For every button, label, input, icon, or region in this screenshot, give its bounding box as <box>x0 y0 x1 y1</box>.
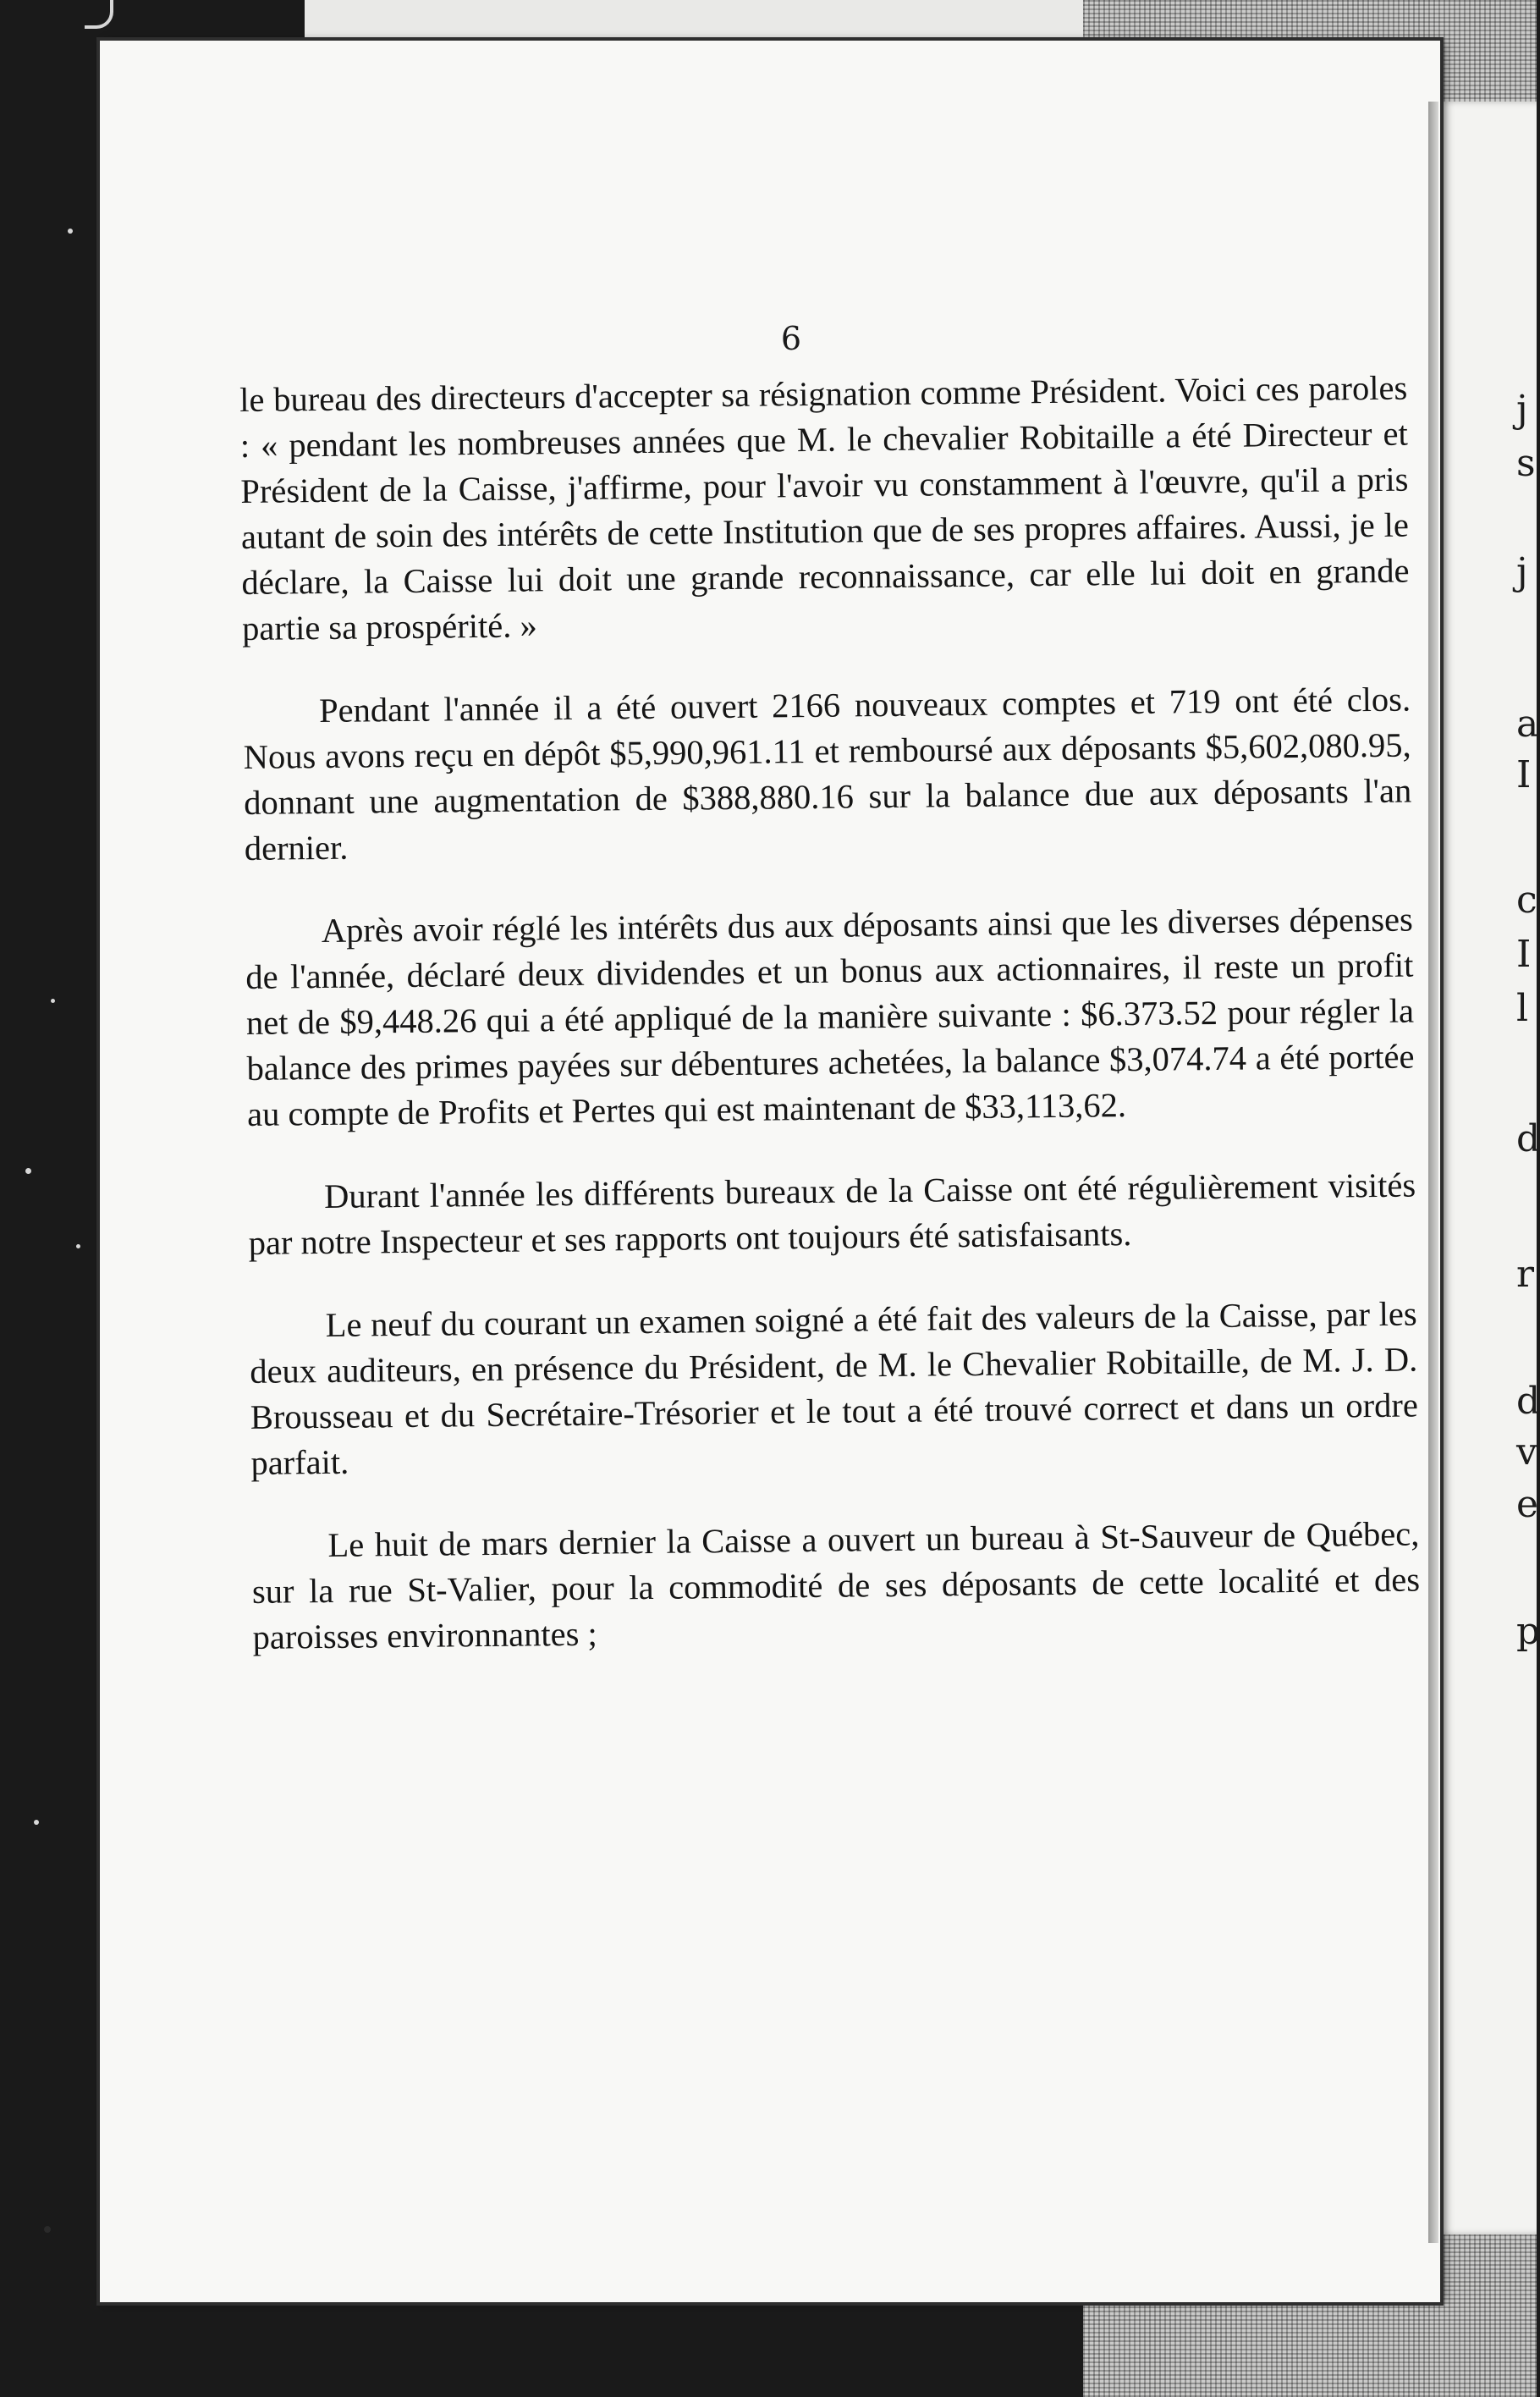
facing-fragment: I <box>1516 933 1532 976</box>
facing-fragment: a <box>1516 703 1539 746</box>
facing-fragment: j <box>1516 388 1528 431</box>
dust-speck <box>68 229 73 234</box>
facing-fragment: p <box>1516 1610 1540 1653</box>
paragraph: Pendant l'année il a été ouvert 2166 nouveaux comptes et 719 ont été clos. Nous avons reçu en dépôt $5,990,961.11 et remboursé aux déposants $5,602,080.95, donnant une augmentation de $388,880.16 sur la balance due aux déposants l'an dernier. <box>243 680 1412 868</box>
paragraph: le bureau des directeurs d'accepter sa résignation comme Président. Voici ces paroles : « pendant les nombreuses années que M. le chevalier Robitaille a été Directeur et Président de la Caisse, j'affirme, pour l'avoir vu constamment à l'œuvre, qu'il a pris autant de soin des intérêts de cette Institution que de ses propres affaires. Aussi, je le déclare, la Caisse lui doit une grande reconnaissance, car elle lui doit en grande partie sa prospérité. » <box>239 368 1410 647</box>
body-text <box>239 366 1421 1698</box>
facing-fragment: s <box>1516 442 1536 485</box>
paragraph: Le huit de mars dernier la Caisse a ouvert un bureau à St-Sauveur de Québec, sur la rue St-Valier, pour la commodité de ses déposants de cette localité et des paroisses environnantes ; <box>251 1514 1421 1656</box>
dust-speck <box>76 1244 80 1248</box>
facing-fragment: d <box>1516 1117 1540 1160</box>
dust-speck <box>51 999 55 1003</box>
paragraph: Durant l'année les différents bureaux de la Caisse ont été régulièrement visités par notre Inspecteur et ses rapports ont toujours été satisfaisants. <box>248 1165 1416 1262</box>
facing-fragment: c <box>1516 879 1537 922</box>
ink-dot <box>44 2226 51 2233</box>
facing-page <box>1438 102 1540 2234</box>
facing-fragment: l <box>1516 987 1529 1030</box>
dust-speck <box>25 1168 31 1174</box>
paragraph: Après avoir réglé les intérêts dus aux déposants ainsi que les diverses dépenses de l'année, déclaré deux dividendes et un bonus aux actionnaires, il reste un profit net de $9,448.26 qui a été appliqué de la manière suivante : $6.373.52 pour régler la balance des primes payées sur débentures achetées, la balance $3,074.74 a été portée au compte de Profits et Pertes qui est maintenant de $33,113,62. <box>245 900 1415 1133</box>
facing-fragment: I <box>1516 753 1532 796</box>
facing-fragment: r <box>1516 1253 1535 1296</box>
facing-fragment: j <box>1516 550 1528 593</box>
facing-fragment: d <box>1516 1380 1540 1423</box>
corner-mark <box>85 0 113 29</box>
page-number: 6 <box>780 320 802 357</box>
document-page <box>100 41 1440 2302</box>
paragraph: Le neuf du courant un examen soigné a été fait des valeurs de la Caisse, par les deux auditeurs, en présence du Président, de M. le Chevalier Robitaille, de M. J. D. Brousseau et du Secrétaire-Trésorier et le tout a été trouvé correct et dans un ordre parfait. <box>250 1294 1419 1482</box>
page-edge <box>1428 102 1438 2243</box>
facing-fragment: v <box>1516 1430 1537 1474</box>
facing-fragment: e <box>1516 1483 1539 1526</box>
dust-speck <box>34 1820 39 1825</box>
